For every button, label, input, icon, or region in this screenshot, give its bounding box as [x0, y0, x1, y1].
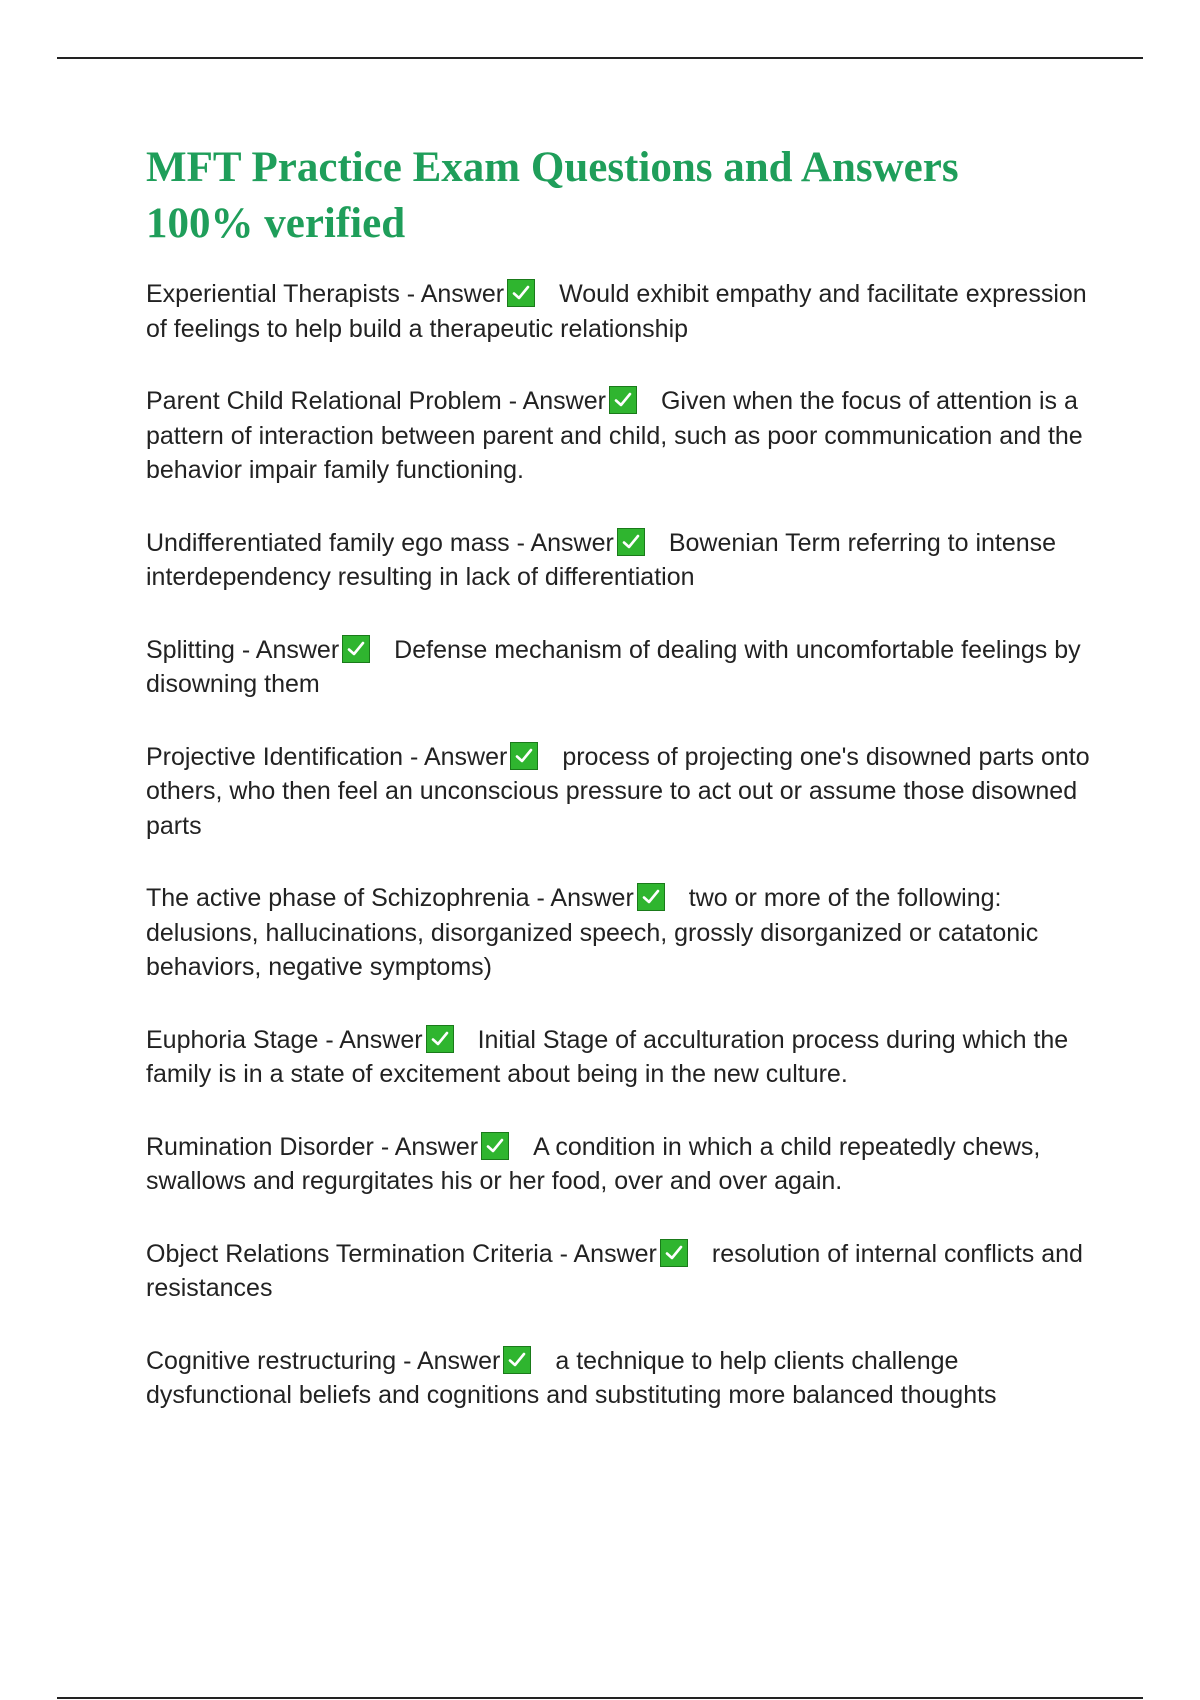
- qa-term: Undifferentiated family ego mass: [146, 528, 510, 557]
- check-mark-icon: [507, 279, 535, 307]
- answer-label: - Answer: [406, 280, 505, 308]
- check-mark-icon: [617, 528, 645, 556]
- qa-answer: Given when the focus of attention is a pattern of interaction between parent and child, such as poor communication and the behavior impair family functioning.: [146, 387, 1083, 484]
- qa-item: [146, 1023, 1096, 1092]
- answer-label: - Answer: [410, 742, 508, 771]
- answer-label: - Answer: [508, 387, 606, 415]
- qa-item: [146, 1130, 1096, 1199]
- check-mark-icon: [426, 1025, 454, 1053]
- qa-term: Projective Identification: [146, 742, 404, 771]
- check-mark-icon: [342, 635, 370, 663]
- qa-term: Object Relations Termination Criteria: [146, 1239, 553, 1268]
- qa-answer: a technique to help clients challenge dysfunctional beliefs and cognitions and substituting more balanced thoughts: [146, 1346, 997, 1409]
- answer-label: - Answer: [516, 528, 614, 557]
- qa-answer: Bowenian Term referring to intense interdependency resulting in lack of differentiation: [146, 528, 1057, 591]
- answer-label: - Answer: [380, 1132, 479, 1161]
- qa-answer: resolution of internal conflicts and resistances: [146, 1239, 1083, 1302]
- qa-item: [146, 384, 1096, 488]
- qa-answer: Defense mechanism of dealing with uncomfortable feelings by disowning them: [146, 635, 1081, 698]
- check-mark-icon: [503, 1346, 531, 1374]
- title-line-1: MFT Practice Exam Questions and Answers: [146, 144, 959, 191]
- qa-item: [146, 1344, 1096, 1413]
- qa-answer: two or more of the following: delusions, hallucinations, disorganized speech, grossly disorganized or catatonic behaviors, negative symptoms): [146, 884, 1039, 981]
- qa-term: Parent Child Relational Problem: [146, 387, 502, 415]
- qa-item: [146, 881, 1096, 985]
- qa-item: [146, 526, 1096, 595]
- answer-label: - Answer: [403, 1346, 501, 1375]
- check-mark-icon: [510, 742, 538, 770]
- qa-term: Experiential Therapists: [146, 280, 400, 308]
- qa-term: Splitting: [146, 635, 235, 664]
- answer-label: - Answer: [559, 1239, 657, 1268]
- qa-term: The active phase of Schizophrenia: [146, 884, 530, 912]
- answer-label: - Answer: [536, 884, 634, 912]
- check-mark-icon: [637, 883, 665, 911]
- title-line-2: 100% verified: [146, 200, 406, 247]
- qa-answer: Initial Stage of acculturation process during which the family is in a state of excitement about being in the new culture.: [146, 1025, 1069, 1088]
- answer-label: - Answer: [241, 635, 340, 664]
- qa-term: Rumination Disorder: [146, 1132, 374, 1161]
- qa-list: [146, 277, 1096, 1413]
- check-mark-icon: [609, 386, 637, 414]
- answer-label: - Answer: [325, 1025, 423, 1054]
- top-rule: [57, 57, 1143, 59]
- qa-term: Euphoria Stage: [146, 1025, 319, 1054]
- qa-item: [146, 277, 1096, 346]
- qa-term: Cognitive restructuring: [146, 1346, 397, 1375]
- document-body: [146, 140, 1096, 1451]
- qa-item: [146, 633, 1096, 702]
- check-mark-icon: [660, 1239, 688, 1267]
- document-title: [146, 140, 1096, 252]
- qa-answer: process of projecting one's disowned parts onto others, who then feel an unconscious pressure to act out or assume those disowned parts: [146, 742, 1090, 840]
- qa-item: [146, 1237, 1096, 1306]
- check-mark-icon: [481, 1132, 509, 1160]
- qa-answer: A condition in which a child repeatedly chews, swallows and regurgitates his or her food, over and over again.: [146, 1132, 1041, 1195]
- qa-item: [146, 740, 1096, 844]
- qa-answer: Would exhibit empathy and facilitate expression of feelings to help build a therapeutic relationship: [146, 280, 1087, 343]
- bottom-rule: [57, 1697, 1143, 1699]
